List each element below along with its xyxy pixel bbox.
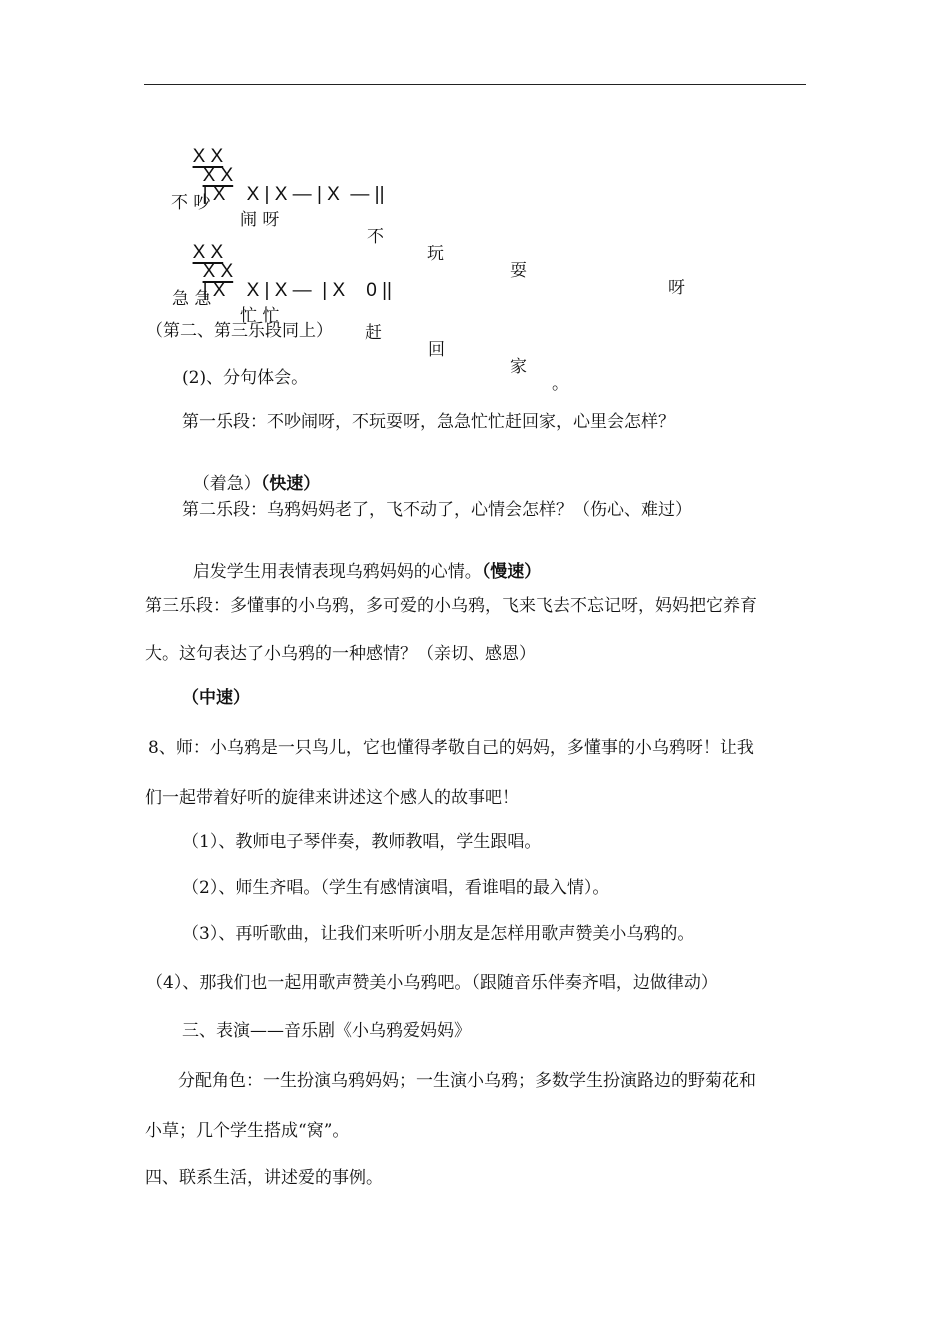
- paragraph-expression: [182, 547, 541, 581]
- notation-rest: | X X | X — | X — ||: [202, 184, 385, 205]
- answer-text: （着急）: [192, 474, 261, 494]
- sub-step-4: （4）、那我们也一起用歌声赞美小乌鸦吧。（跟随音乐伴奏齐唱，边做律动）: [146, 973, 718, 993]
- notation-group: X X: [192, 242, 224, 263]
- lyric-word: 急 急: [172, 289, 212, 309]
- lyric-word: 呀: [668, 278, 685, 298]
- paragraph-third-section-line-2: 大。这句表达了小乌鸦的一种感情？（亲切、感恩）: [145, 644, 536, 664]
- notation-rest: | X X | X — | X 0 ||: [202, 280, 392, 301]
- notation-group: X X: [202, 165, 234, 186]
- tempo-slow: （慢速）: [481, 562, 542, 582]
- paragraph-second-section: 第二乐段：乌鸦妈妈老了，飞不动了，心情会怎样？（伤心、难过）: [182, 500, 692, 520]
- roles-line-1: 分配角色：一生扮演乌鸦妈妈；一生演小乌鸦；多数学生扮演路边的野菊花和: [178, 1071, 756, 1091]
- lyric-word: 。: [552, 374, 569, 394]
- header-rule: [144, 84, 806, 85]
- lyric-word: 闹 呀: [240, 210, 280, 230]
- tempo-medium: （中速）: [182, 688, 250, 708]
- item-2-heading: (2)、分句体会。: [182, 368, 309, 388]
- roles-line-2: 小草；几个学生搭成“窝”。: [145, 1121, 350, 1141]
- note-same-as-above: （第二、第三乐段同上）: [146, 321, 333, 341]
- notation-group: X X: [192, 146, 224, 167]
- lyric-word: 玩: [427, 244, 444, 264]
- lyric-word: 不 吵: [171, 193, 211, 213]
- section-3-heading: 三、表演——音乐剧《小乌鸦爱妈妈》: [182, 1021, 471, 1041]
- section-4-heading: 四、联系生活，讲述爱的事例。: [145, 1168, 383, 1188]
- lyric-word: 不: [367, 227, 384, 247]
- step-8-line-2: 们一起带着好听的旋律来讲述这个感人的故事吧！: [145, 788, 519, 808]
- notation-group: X X: [202, 261, 234, 282]
- sub-step-1: （1）、教师电子琴伴奏，教师教唱，学生跟唱。: [182, 832, 542, 852]
- paragraph-third-section-line-1: 第三乐段：多懂事的小乌鸦，多可爱的小乌鸦，飞来飞去不忘记呀，妈妈把它养育: [145, 596, 757, 616]
- lyric-word: 忙 忙: [240, 306, 280, 326]
- expression-text: 启发学生用表情表现乌鸦妈妈的心情。: [192, 562, 482, 582]
- lyric-word: 赶: [365, 323, 382, 343]
- paragraph-first-section: 第一乐段：不吵闹呀，不玩耍呀，急急忙忙赶回家，心里会怎样？: [182, 412, 675, 432]
- sub-step-2: （2）、师生齐唱。（学生有感情演唱，看谁唱的最入情）。: [182, 878, 610, 898]
- sub-step-3: （3）、再听歌曲，让我们来听听小朋友是怎样用歌声赞美小乌鸦的。: [182, 924, 695, 944]
- tempo-fast: （快速）: [260, 474, 321, 494]
- step-8-line-1: 8、师：小乌鸦是一只鸟儿，它也懂得孝敬自己的妈妈，多懂事的小乌鸦呀！让我: [148, 738, 754, 758]
- lyric-word: 耍: [510, 261, 527, 281]
- lyric-word: 家: [510, 357, 527, 377]
- first-section-answer: [182, 459, 320, 493]
- lyric-word: 回: [428, 340, 445, 360]
